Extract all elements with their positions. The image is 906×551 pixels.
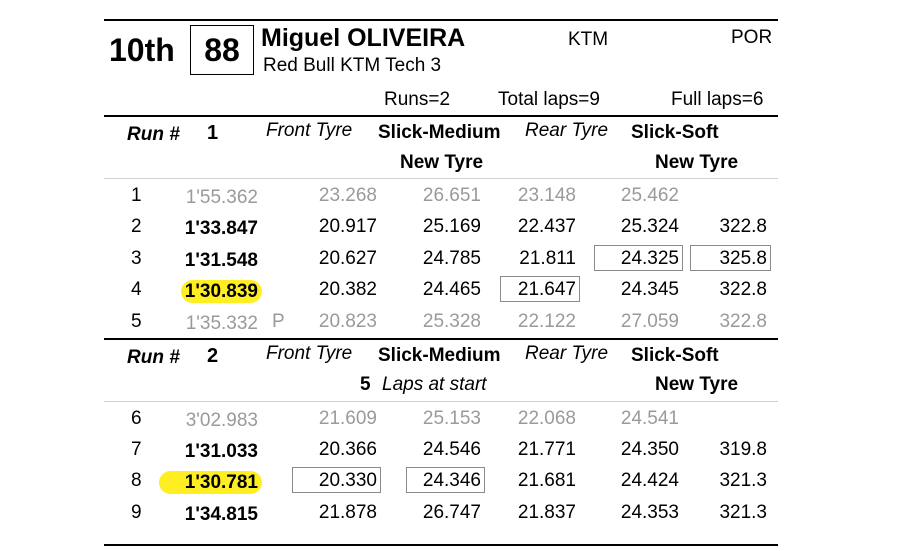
summary-full-laps: Full laps=6 — [671, 89, 764, 110]
lap-number: 2 — [131, 216, 142, 237]
sector-1: 23.268 — [318, 185, 377, 206]
sector-4: 25.462 — [620, 185, 679, 206]
lap-number: 1 — [131, 185, 142, 206]
run-2-rear-condition: New Tyre — [655, 374, 739, 395]
run-2-header-rule — [104, 401, 778, 402]
pit-flag: P — [272, 311, 285, 332]
sector-4: 27.059 — [620, 311, 679, 332]
rider-manufacturer: KTM — [568, 29, 609, 50]
lap-time: 1'55.362 — [185, 187, 258, 208]
lap-time: 1'30.781 — [159, 471, 262, 494]
sector-3: 21.771 — [517, 439, 576, 460]
run-2-rule — [104, 338, 778, 340]
run-2-laps-at-start-number: 5 — [360, 374, 371, 395]
sector-4: 24.345 — [620, 279, 679, 300]
sector-2: 25.153 — [422, 408, 481, 429]
run-1-header-rule — [104, 178, 778, 179]
lap-number: 3 — [131, 248, 142, 269]
sector-1: 21.878 — [318, 502, 377, 523]
sector-3: 22.068 — [517, 408, 576, 429]
rider-number-box — [190, 25, 254, 75]
run-1-number: 1 — [207, 122, 219, 144]
top-speed: 322.8 — [719, 279, 767, 300]
sector-3: 21.681 — [517, 470, 576, 491]
sector-1: 20.366 — [318, 439, 377, 460]
sector-4: 24.325 — [620, 248, 679, 269]
sector-2: 24.346 — [422, 470, 481, 491]
run-2-laps-at-start-label: Laps at start — [382, 374, 487, 395]
top-speed: 322.8 — [719, 311, 767, 332]
run-1-rear-condition: New Tyre — [655, 152, 739, 173]
sector-3: 21.837 — [517, 502, 576, 523]
sector-4: 25.324 — [620, 216, 679, 237]
sector-1: 20.917 — [318, 216, 377, 237]
rider-number: 88 — [204, 32, 240, 68]
lap-time: 1'35.332 — [185, 313, 258, 334]
lap-time: 1'31.033 — [184, 441, 258, 462]
sector-3: 21.811 — [519, 248, 576, 269]
run-2-number: 2 — [207, 345, 219, 367]
lap-number: 5 — [131, 311, 142, 332]
run-2-front-tyre: Slick-Medium — [378, 345, 501, 366]
rider-team: Red Bull KTM Tech 3 — [263, 55, 442, 76]
sector-2: 24.465 — [422, 279, 481, 300]
run-2-label: Run # — [127, 347, 180, 368]
summary-rule — [104, 115, 778, 117]
lap-time: 1'30.839 — [181, 280, 262, 303]
bottom-rule — [104, 544, 778, 546]
lap-time: 1'31.548 — [184, 250, 258, 271]
rider-name: Miguel OLIVEIRA — [261, 24, 466, 52]
run-1-rear-tyre: Slick-Soft — [631, 122, 719, 143]
rider-nation: POR — [731, 27, 773, 48]
run-1-front-tyre: Slick-Medium — [378, 122, 501, 143]
sector-3: 21.647 — [517, 279, 576, 300]
lap-time: 1'34.815 — [184, 504, 258, 525]
sector-3: 22.122 — [517, 311, 576, 332]
summary-total-laps: Total laps=9 — [498, 89, 600, 110]
top-speed: 321.3 — [719, 470, 767, 491]
run-2-front-tyre-label: Front Tyre — [266, 343, 353, 364]
top-speed: 325.8 — [719, 248, 767, 269]
sector-1: 20.330 — [318, 470, 377, 491]
sector-2: 26.747 — [422, 502, 481, 523]
sector-1: 21.609 — [318, 408, 377, 429]
sector-1: 20.382 — [318, 279, 377, 300]
lap-number: 4 — [131, 279, 142, 300]
top-rule — [104, 19, 778, 21]
lap-number: 9 — [131, 502, 142, 523]
lap-number: 7 — [131, 439, 142, 460]
top-speed: 321.3 — [719, 502, 767, 523]
sector-1: 20.627 — [318, 248, 377, 269]
sector-3: 23.148 — [517, 185, 576, 206]
top-speed: 319.8 — [719, 439, 767, 460]
lap-number: 8 — [131, 470, 142, 491]
sector-4: 24.541 — [620, 408, 679, 429]
sector-2: 26.651 — [422, 185, 481, 206]
sector-2: 25.328 — [422, 311, 481, 332]
run-1-label: Run # — [127, 124, 180, 145]
summary-runs: Runs=2 — [384, 89, 451, 110]
sector-4: 24.350 — [620, 439, 679, 460]
sector-4: 24.353 — [620, 502, 679, 523]
sector-1: 20.823 — [318, 311, 377, 332]
sector-4: 24.424 — [620, 470, 679, 491]
sector-2: 24.785 — [422, 248, 481, 269]
run-1-front-condition: New Tyre — [400, 152, 484, 173]
sector-2: 24.546 — [422, 439, 481, 460]
rider-position: 10th — [109, 32, 175, 68]
run-1-rear-tyre-label: Rear Tyre — [525, 120, 609, 141]
run-2-rear-tyre: Slick-Soft — [631, 345, 719, 366]
top-speed: 322.8 — [719, 216, 767, 237]
lap-time: 3'02.983 — [185, 410, 258, 431]
lap-time: 1'33.847 — [184, 218, 258, 239]
sector-2: 25.169 — [422, 216, 481, 237]
run-1-front-tyre-label: Front Tyre — [266, 120, 353, 141]
run-2-rear-tyre-label: Rear Tyre — [525, 343, 609, 364]
lap-number: 6 — [131, 408, 142, 429]
sector-3: 22.437 — [517, 216, 576, 237]
